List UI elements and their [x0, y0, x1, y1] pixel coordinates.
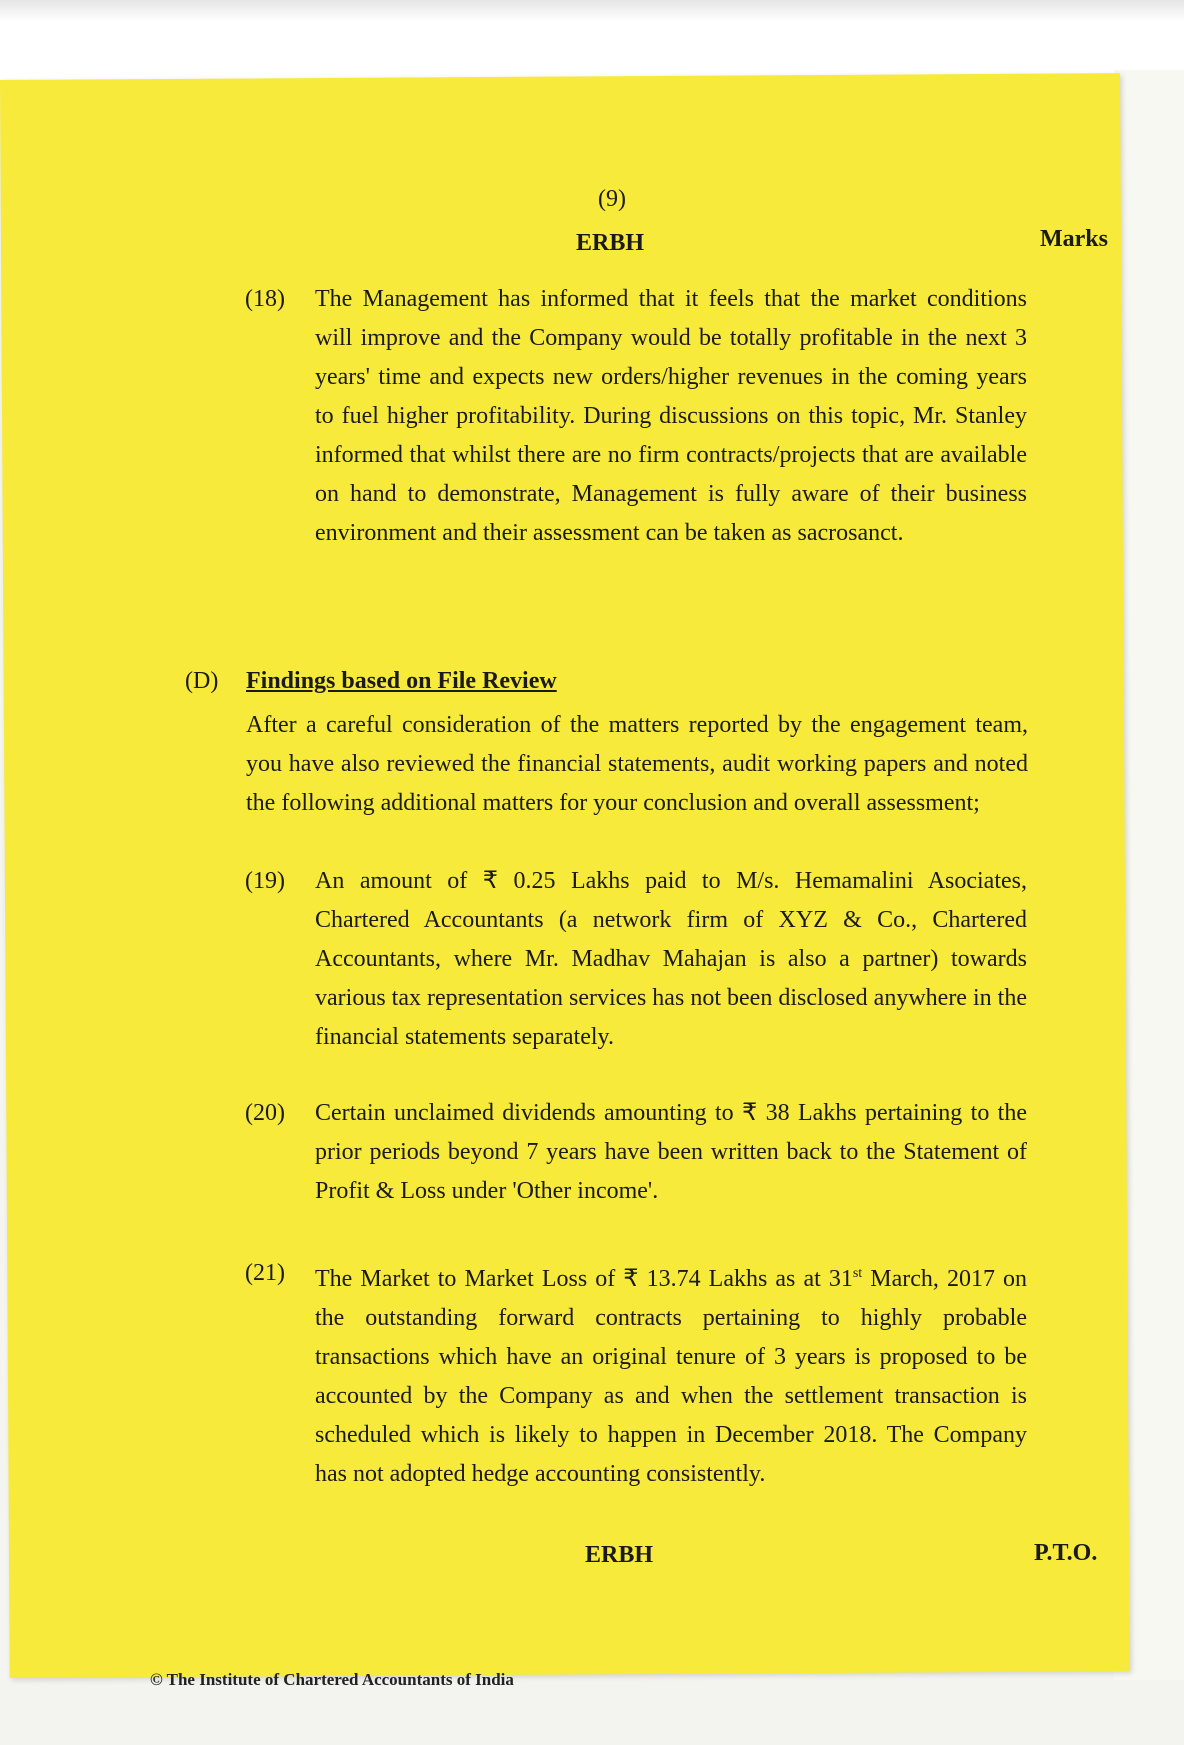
- footer-paper-code: ERBH: [585, 1542, 654, 1568]
- section-label: (D): [185, 668, 219, 694]
- section-d-intro: After a careful consideration of the matters reported by the engagement team, you have also reviewed the financial statements, audit working papers and noted the following additional matters for your conclusion and overall assessment;: [246, 712, 1028, 816]
- scan-top-strip: [0, 0, 1184, 84]
- item-number: (21): [245, 1260, 285, 1286]
- bleed-through-shadow: [0, 0, 1184, 22]
- item-text: An amount of ₹ 0.25 Lakhs paid to M/s. Hemamalini Asociates, Chartered Accountants (a network firm of XYZ & Co., Chartered Accountants, where Mr. Madhav Mahajan is also a partner) towards various tax representation services has not been disclosed anywhere in the financial statements separately.: [315, 868, 1027, 1050]
- item-number: (18): [245, 286, 285, 312]
- please-turn-over: P.T.O.: [1034, 1540, 1098, 1566]
- item-text-part: March, 2017 on the outstanding forward contracts pertaining to highly probable transactions which have an original tenure of 3 years is proposed to be accounted by the Company as and when the settlement transaction is scheduled which is likely to happen in December 2018. The Company has not adopted hedge accounting consistently.: [315, 1266, 1028, 1487]
- item-text: Certain unclaimed dividends amounting to ₹ 38 Lakhs pertaining to the prior periods beyond 7 years have been written back to the Statement of Profit & Loss under 'Other income'.: [315, 1100, 1027, 1204]
- copyright-notice: © The Institute of Chartered Accountants of India: [150, 1670, 514, 1689]
- marks-column-label: Marks: [1040, 226, 1108, 252]
- page-number: (9): [598, 186, 626, 212]
- item-text: The Management has informed that it feels that the market conditions will improve and the Company would be totally profitable in the next 3 years' time and expects new orders/higher revenues in the coming years to fuel higher profitability. During discussions on this topic, Mr. Stanley informed that whilst there are no firm contracts/projects that are available on hand to demonstrate, Management is fully aware of their business environment and their assessment can be taken as sacrosanct.: [315, 286, 1027, 546]
- item-number: (20): [245, 1100, 285, 1126]
- item-text: [315, 1254, 1027, 1494]
- ordinal-superscript: st: [852, 1266, 863, 1281]
- item-number: (19): [245, 868, 285, 894]
- header-paper-code: ERBH: [576, 230, 645, 256]
- section-heading: Findings based on File Review: [246, 668, 557, 694]
- item-text-part: The Market to Market Loss of ₹ 13.74 Lakhs as at 31: [315, 1266, 853, 1292]
